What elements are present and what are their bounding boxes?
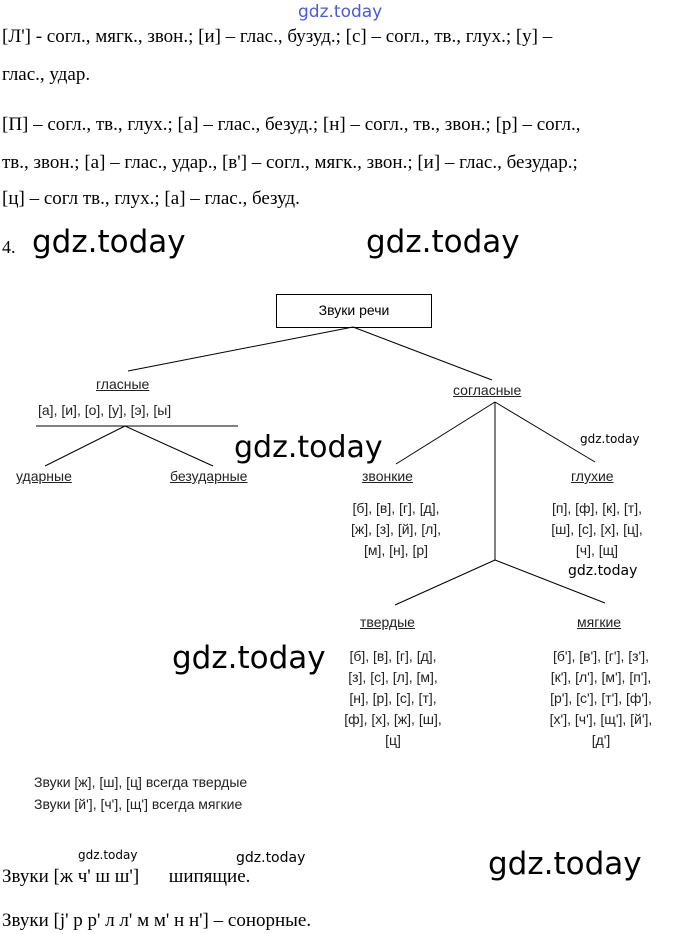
root-node [276, 294, 432, 328]
soft-list-line: [к'], [л'], [м'], [п'], [550, 669, 652, 685]
voiced-list-line: [ж], [з], [й], [л], [350, 521, 442, 537]
watermark-large-2: gdz.today [366, 224, 520, 260]
voiced-list [322, 498, 470, 561]
soft-list-line: [д'] [591, 732, 611, 748]
voiced-list-line: [б], [в], [г], [д], [352, 500, 440, 516]
watermark-diagram-small-2: gdz.today [568, 563, 638, 579]
task-number: 4. [2, 237, 16, 257]
soft-list-line: [х'], [ч'], [щ'], [й'], [549, 711, 653, 727]
hard-label: твердые [360, 614, 415, 630]
hard-list-line: [н], [р], [с], [т], [349, 690, 437, 706]
voiceless-list [524, 498, 670, 561]
bottom-line-1-start: Звуки [ж ч' ш ш'] [2, 866, 140, 887]
soft-list-line: [б'], [в'], [г'], [з'], [552, 648, 650, 664]
voiceless-label: глухие [571, 468, 614, 484]
note-soft: Звуки [й'], [ч'], [щ'] всегда мягкие [34, 796, 243, 812]
text-line-5: [ц] – согл тв., глух.; [а] – глас., безуд. [2, 188, 300, 209]
vowels-label: гласные [96, 376, 150, 392]
soft-label: мягкие [577, 614, 622, 630]
text-line-2: глас., удар. [2, 64, 91, 85]
watermark-bottom-large: gdz.today [488, 846, 642, 882]
vowels-list: [а], [и], [о], [у], [э], [ы] [38, 402, 172, 418]
bottom-line-2: Звуки [j' р р' л л' м м' н н'] – сонорные. [2, 910, 312, 931]
hard-list-line: [ц] [385, 732, 401, 748]
watermark-diagram-small-1: gdz.today [580, 432, 640, 446]
watermark-bottom-small-1: gdz.today [78, 848, 138, 862]
root-label: Звуки речи [318, 302, 390, 318]
voiced-label: звонкие [362, 468, 413, 484]
hard-list-line: [б], [в], [г], [д], [349, 648, 437, 664]
watermark-diagram-1: gdz.today [234, 430, 383, 465]
soft-list [526, 646, 676, 751]
bottom-line-1-end: шипящие. [168, 866, 251, 887]
bottom-line-1 [2, 866, 250, 888]
stressed-label: ударные [16, 468, 72, 484]
watermark-diagram-2: gdz.today [172, 640, 326, 676]
watermark-top: gdz.today [298, 2, 383, 22]
text-line-1: [Л'] - согл., мягк., звон.; [и] – глас., бузуд.; [с] – согл., тв., глух.; [у] – [2, 26, 553, 47]
note-hard: Звуки [ж], [ш], [ц] всегда твердые [34, 774, 248, 790]
hard-list [318, 646, 468, 751]
voiceless-list-line: [ч], [щ] [575, 542, 619, 558]
soft-list-line: [р'], [с'], [т'], [ф'], [550, 690, 652, 706]
hard-list-line: [ф], [х], [ж], [ш], [344, 711, 442, 727]
voiceless-list-line: [ш], [с], [х], [ц], [551, 521, 643, 537]
watermark-bottom-small-2: gdz.today [236, 850, 306, 866]
hard-list-line: [з], [с], [л], [м], [348, 669, 438, 685]
voiced-list-line: [м], [н], [р] [363, 542, 429, 558]
consonants-label: согласные [453, 382, 522, 398]
watermark-large-1: gdz.today [32, 224, 186, 260]
unstressed-label: безударные [170, 468, 248, 484]
voiceless-list-line: [п], [ф], [к], [т], [552, 500, 642, 516]
text-line-4: тв., звон.; [а] – глас., удар., [в'] – согл., мягк., звон.; [и] – глас., безудар.; [2, 152, 578, 173]
text-line-3: [П] – согл., тв., глух.; [а] – глас., безуд.; [н] – согл., тв., звон.; [р] – согл., [2, 114, 581, 135]
